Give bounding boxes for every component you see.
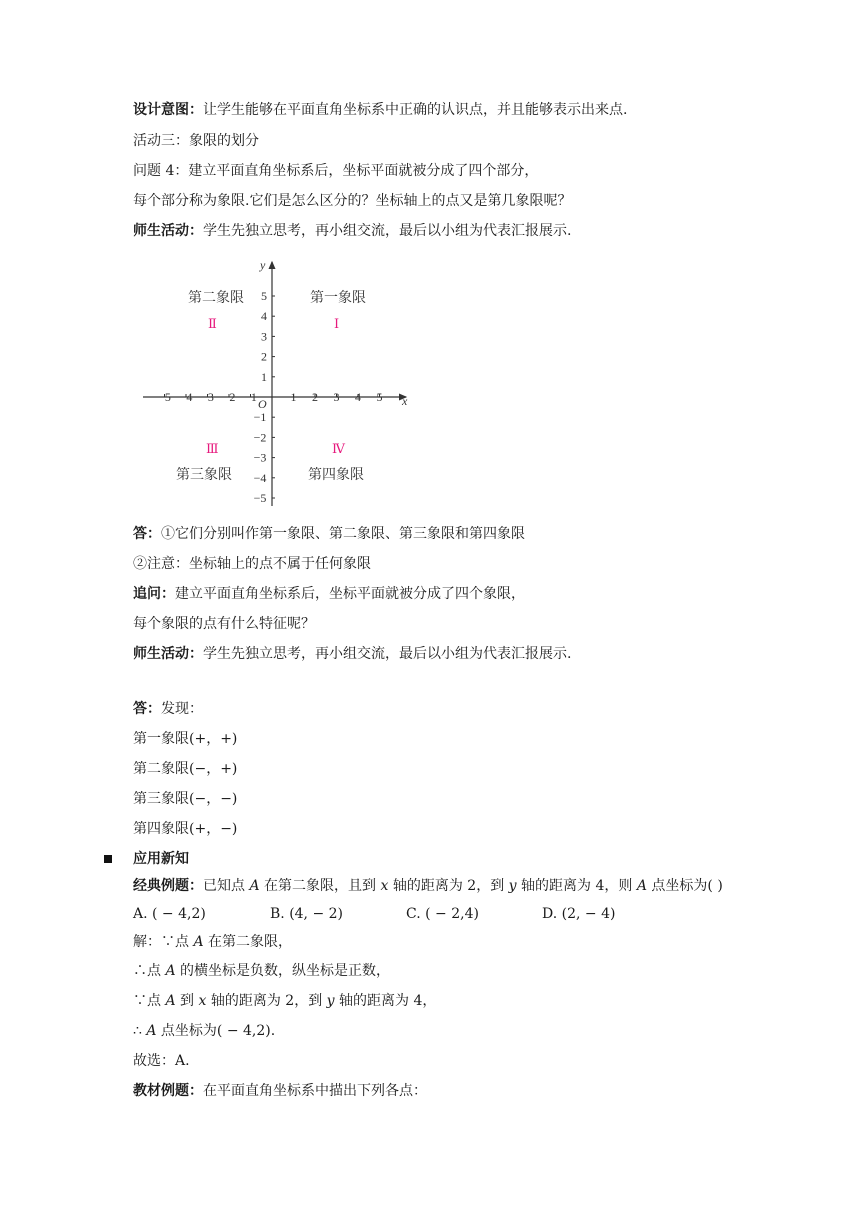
x-tick-label: 1	[290, 390, 297, 404]
sol2-a: ∴点	[133, 963, 166, 979]
option-a: A. ( − 4,2)	[133, 906, 206, 922]
activity3-title: 活动三：象限的划分	[133, 133, 259, 149]
x-tick-label: −4	[179, 390, 193, 404]
followup-line1	[133, 584, 525, 604]
question4-line1: 问题 4：建立平面直角坐标系后，坐标平面就被分成了四个部分，	[133, 163, 539, 179]
y-tick-label: −1	[253, 410, 267, 425]
option-c: C. ( − 2,4)	[406, 906, 479, 922]
sol3-c: 轴的距离为 2，到	[206, 993, 327, 1009]
solution-line1	[133, 932, 292, 952]
example-line	[133, 876, 723, 896]
var-a-2: A	[636, 878, 647, 894]
sol1-var: A	[193, 934, 204, 950]
y-tick-label: 4	[261, 309, 267, 324]
followup-text1: 建立平面直角坐标系后，坐标平面就被分成了四个象限，	[175, 586, 525, 602]
solution-line5: 故选：A.	[133, 1053, 190, 1069]
example-text-d: 轴的距离为 4，则	[516, 878, 637, 894]
y-tick-label: −5	[253, 491, 267, 505]
origin-label: O	[258, 397, 267, 411]
example-text-b: 在第二象限，且到	[259, 878, 381, 894]
quadrant-2-sign: 第二象限(−，+)	[133, 761, 238, 777]
quadrant-1-numeral: Ⅰ	[334, 316, 340, 331]
example-label: 经典例题：	[133, 878, 203, 894]
answer2-line	[133, 699, 203, 719]
x-tick-label: 5	[376, 390, 383, 404]
quadrant-3-name: 第三象限	[176, 468, 232, 483]
option-d: D. (2, − 4)	[542, 906, 616, 922]
teacher-student-activity-1	[133, 221, 571, 241]
followup-line2: 每个象限的点有什么特征呢？	[133, 616, 315, 632]
sol4-a: ∴	[133, 1023, 147, 1039]
answer2-label: 答：	[133, 701, 161, 717]
teacher-student-activity-2	[133, 644, 571, 664]
y-tick-label: −4	[253, 470, 267, 485]
section-bullet	[104, 855, 112, 863]
answer1-line1	[133, 524, 525, 544]
var-y: y	[508, 878, 517, 894]
quadrant-4-sign: 第四象限(+，−)	[133, 821, 238, 837]
design-intent-line	[133, 100, 627, 120]
x-tick-label: 2	[312, 390, 318, 404]
example-text-a: 已知点	[203, 878, 250, 894]
y-tick-label: −2	[253, 430, 267, 445]
textbook-label: 教材例题：	[133, 1083, 203, 1099]
ts-activity-label: 师生活动：	[133, 223, 203, 239]
quadrant-1-sign: 第一象限(+，+)	[133, 731, 238, 747]
sol4-var: A	[146, 1023, 157, 1039]
x-axis-label: x	[402, 394, 408, 408]
sol3-var-y: y	[326, 993, 335, 1009]
y-tick-label: 2	[261, 349, 267, 364]
sol3-var-a: A	[165, 993, 176, 1009]
quadrant-4-name: 第四象限	[308, 468, 364, 483]
quadrant-3-numeral: Ⅲ	[206, 441, 219, 456]
sol2-b: 的横坐标是负数，纵坐标是正数，	[175, 963, 391, 979]
quadrant-2-numeral: Ⅱ	[208, 316, 217, 331]
solution-line3	[133, 991, 436, 1011]
y-tick-label: 1	[261, 369, 267, 384]
solution-line2	[133, 961, 390, 981]
sol3-d: 轴的距离为 4，	[334, 993, 437, 1009]
quadrant-2-name: 第二象限	[188, 291, 244, 306]
x-tick-label: −3	[201, 390, 214, 404]
x-tick-label: −5	[158, 390, 171, 404]
sol2-var: A	[165, 963, 176, 979]
answer1-text1: ①它们分别叫作第一象限、第二象限、第三象限和第四象限	[161, 526, 525, 542]
sol1-b: 在第二象限，	[203, 934, 293, 950]
x-tick-label: 3	[333, 390, 340, 404]
textbook-text: 在平面直角坐标系中描出下列各点：	[203, 1083, 427, 1099]
x-tick-label: −1	[244, 390, 257, 404]
sol3-var-x: x	[198, 993, 207, 1009]
followup-label: 追问：	[133, 586, 175, 602]
y-tick-label: −3	[253, 450, 267, 465]
x-tick-label: 4	[355, 390, 361, 404]
design-intent-text: 让学生能够在平面直角坐标系中正确的认识点，并且能够表示出来点.	[203, 102, 628, 118]
textbook-example-line	[133, 1081, 427, 1101]
var-a: A	[249, 878, 260, 894]
apply-heading: 应用新知	[133, 851, 189, 867]
quadrant-diagram	[138, 256, 418, 512]
question4-line2: 每个部分称为象限.它们是怎么区分的？坐标轴上的点又是第几象限呢？	[133, 193, 572, 209]
answer2-text: 发现：	[161, 701, 203, 717]
quadrant-3-sign: 第三象限(−，−)	[133, 791, 238, 807]
var-x: x	[380, 878, 389, 894]
y-tick-label: 3	[261, 329, 267, 344]
quadrant-4-numeral: Ⅳ	[332, 441, 345, 456]
sol1-a: 解：∵点	[133, 934, 194, 950]
design-intent-label: 设计意图：	[133, 102, 203, 118]
option-b: B. (4, − 2)	[270, 906, 344, 922]
sol3-a: ∵点	[133, 993, 166, 1009]
y-axis-label: y	[260, 258, 266, 272]
solution-line4	[133, 1021, 275, 1041]
y-tick-label: 5	[261, 289, 267, 303]
quadrant-1-name: 第一象限	[310, 291, 366, 306]
ts-activity-label-2: 师生活动：	[133, 646, 203, 662]
example-text-c: 轴的距离为 2，到	[388, 878, 509, 894]
sol4-b: 点坐标为( − 4,2).	[156, 1023, 276, 1039]
ts-activity-text-2: 学生先独立思考，再小组交流，最后以小组为代表汇报展示.	[203, 646, 572, 662]
example-text-e: 点坐标为( )	[646, 878, 723, 894]
answer1-label: 答：	[133, 526, 161, 542]
sol3-b: 到	[175, 993, 199, 1009]
answer1-line2: ②注意：坐标轴上的点不属于任何象限	[133, 556, 371, 572]
ts-activity-text: 学生先独立思考，再小组交流，最后以小组为代表汇报展示.	[203, 223, 572, 239]
x-tick-label: −2	[222, 390, 236, 404]
